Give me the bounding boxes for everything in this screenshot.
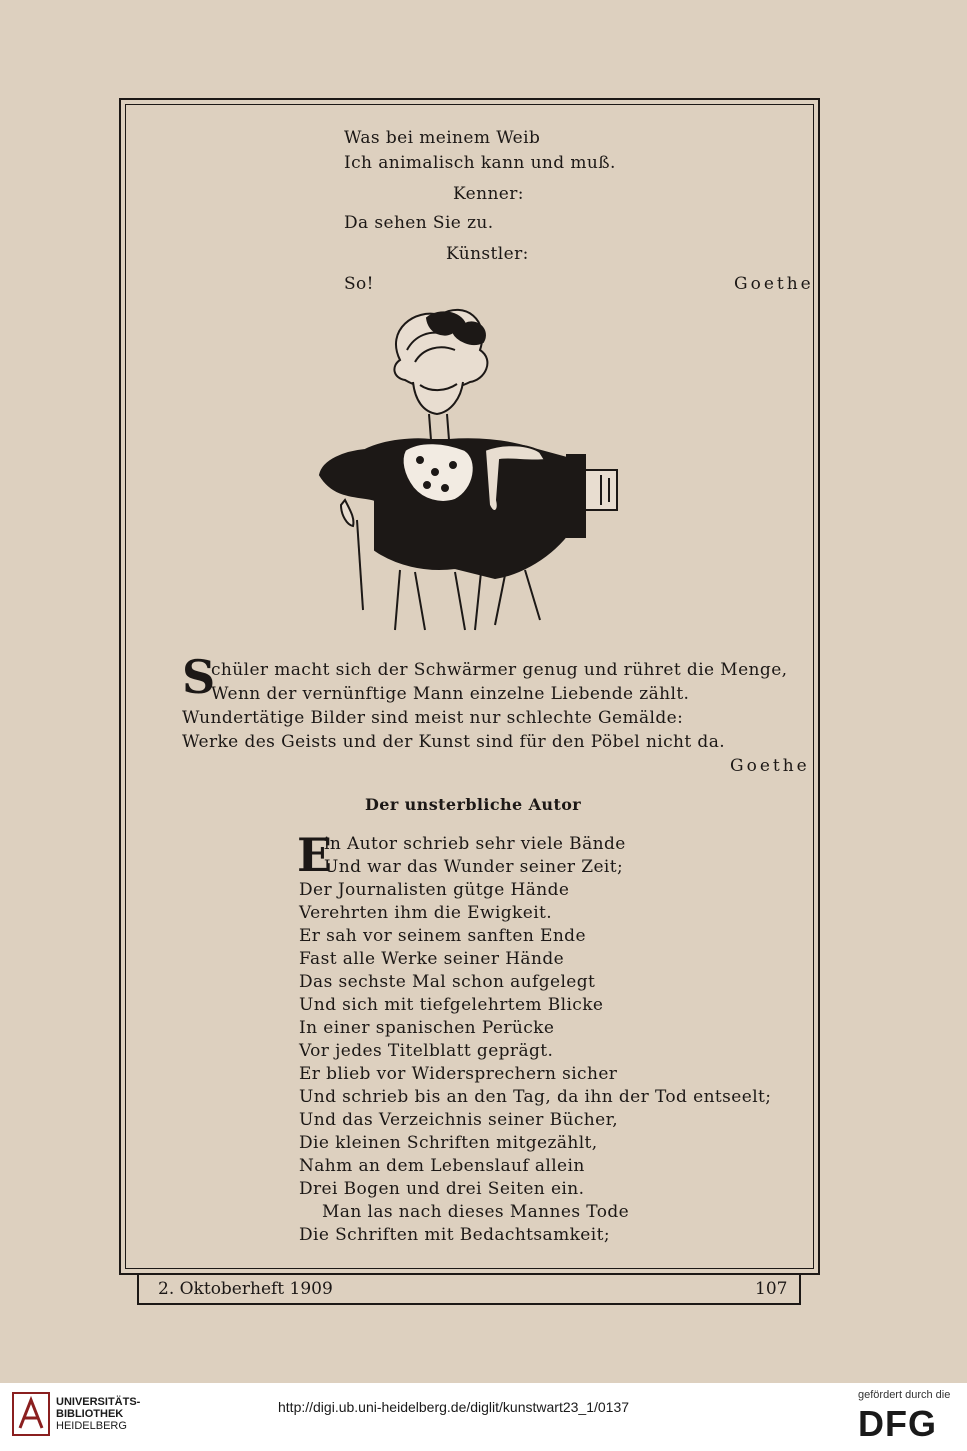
- poem-line: in Autor schrieb sehr viele Bände: [324, 834, 626, 854]
- issue-label: 2. Oktoberheft 1909: [158, 1279, 333, 1299]
- poem-line: Er sah vor seinem sanften Ende: [299, 926, 586, 946]
- speaker-line: So!: [344, 274, 374, 294]
- poem-line: Und sich mit tiefgelehrtem Blicke: [299, 995, 604, 1015]
- page-number: 107: [755, 1279, 788, 1299]
- poem-line: Der Journalisten gütge Hände: [299, 880, 570, 900]
- poem-line: Verehrten ihm die Ewigkeit.: [299, 903, 553, 923]
- poem-line: Fast alle Werke seiner Hände: [299, 949, 565, 969]
- author-attribution: Goethe: [734, 274, 814, 294]
- author-attribution: Goethe: [730, 756, 810, 776]
- caricature-illustration: [305, 300, 635, 635]
- poem-line: Man las nach dieses Mannes Tode: [322, 1202, 630, 1222]
- poem-line: Die Schriften mit Bedachtsamkeit;: [299, 1225, 610, 1245]
- speaker-line: Da sehen Sie zu.: [344, 213, 494, 233]
- poem-line: Nahm an dem Lebenslauf allein: [299, 1156, 585, 1176]
- library-name-line: HEIDELBERG: [56, 1420, 127, 1432]
- epigram-line: Wenn der vernünftige Mann einzelne Liebende zählt.: [211, 684, 690, 704]
- poem-line: Und war das Wunder seiner Zeit;: [324, 857, 624, 877]
- epigram-line: Werke des Geists und der Kunst sind für den Pöbel nicht da.: [182, 732, 726, 752]
- poem-line: Und schrieb bis an den Tag, da ihn der Tod entseelt;: [299, 1087, 772, 1107]
- dropcap-letter: S: [182, 650, 216, 704]
- university-logo-icon: [12, 1392, 50, 1436]
- dfg-logo: DFG: [858, 1403, 937, 1444]
- poem-line: Das sechste Mal schon aufgelegt: [299, 972, 596, 992]
- poem-line: Vor jedes Titelblatt geprägt.: [299, 1041, 554, 1061]
- epigram-line: chüler macht sich der Schwärmer genug und rühret die Menge,: [211, 660, 788, 680]
- library-name-line: BIBLIOTHEK: [56, 1408, 124, 1420]
- library-name-line: UNIVERSITÄTS-: [56, 1396, 141, 1408]
- poem-line: Er blieb vor Widersprechern sicher: [299, 1064, 618, 1084]
- top-poem-line: Was bei meinem Weib: [344, 128, 541, 148]
- epigram-line: Wundertätige Bilder sind meist nur schlechte Gemälde:: [182, 708, 684, 728]
- poem-title: Der unsterbliche Autor: [365, 795, 582, 814]
- top-poem-line: Ich animalisch kann und muß.: [344, 153, 616, 173]
- funding-note: gefördert durch die: [858, 1389, 951, 1401]
- speaker-label: Kenner:: [453, 184, 524, 204]
- dropcap-letter: E: [297, 828, 333, 882]
- permalink-url[interactable]: http://digi.ub.uni-heidelberg.de/diglit/kunstwart23_1/0137: [278, 1399, 630, 1415]
- poem-line: Drei Bogen und drei Seiten ein.: [299, 1179, 585, 1199]
- poem-line: Und das Verzeichnis seiner Bücher,: [299, 1110, 619, 1130]
- speaker-label: Künstler:: [446, 244, 529, 264]
- library-footer-bar: [0, 1383, 967, 1451]
- poem-line: In einer spanischen Perücke: [299, 1018, 555, 1038]
- poem-line: Die kleinen Schriften mitgezählt,: [299, 1133, 598, 1153]
